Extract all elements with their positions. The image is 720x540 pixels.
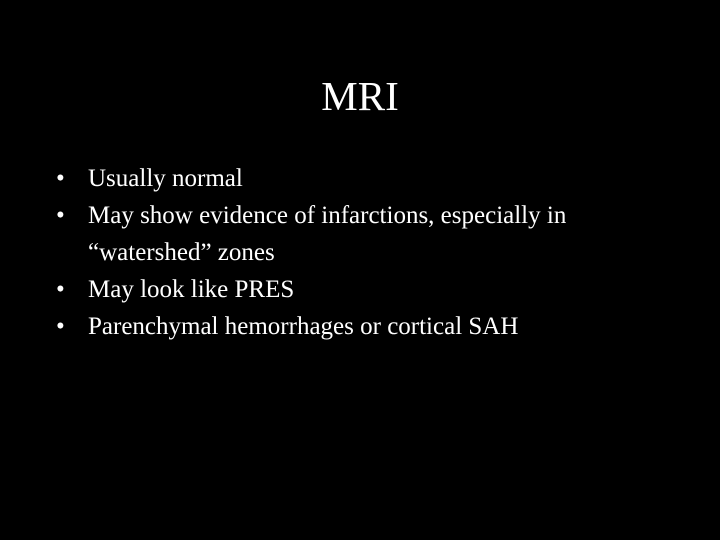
bullet-text: Parenchymal hemorrhages or cortical SAH [88,313,519,340]
bullet-text: May show evidence of infarctions, especially in “watershed” zones [88,202,567,266]
bullet-icon: • [56,165,65,192]
bullet-list [56,160,656,345]
bullet-item [56,160,656,197]
bullet-icon: • [56,313,65,340]
slide-title: MRI [321,73,399,119]
bullet-item [56,271,656,308]
bullet-icon: • [56,276,65,303]
bullet-item [56,197,656,271]
bullet-item [56,308,656,345]
bullet-icon: • [56,202,65,229]
bullet-text: Usually normal [88,165,243,192]
bullet-text: May look like PRES [88,276,295,303]
